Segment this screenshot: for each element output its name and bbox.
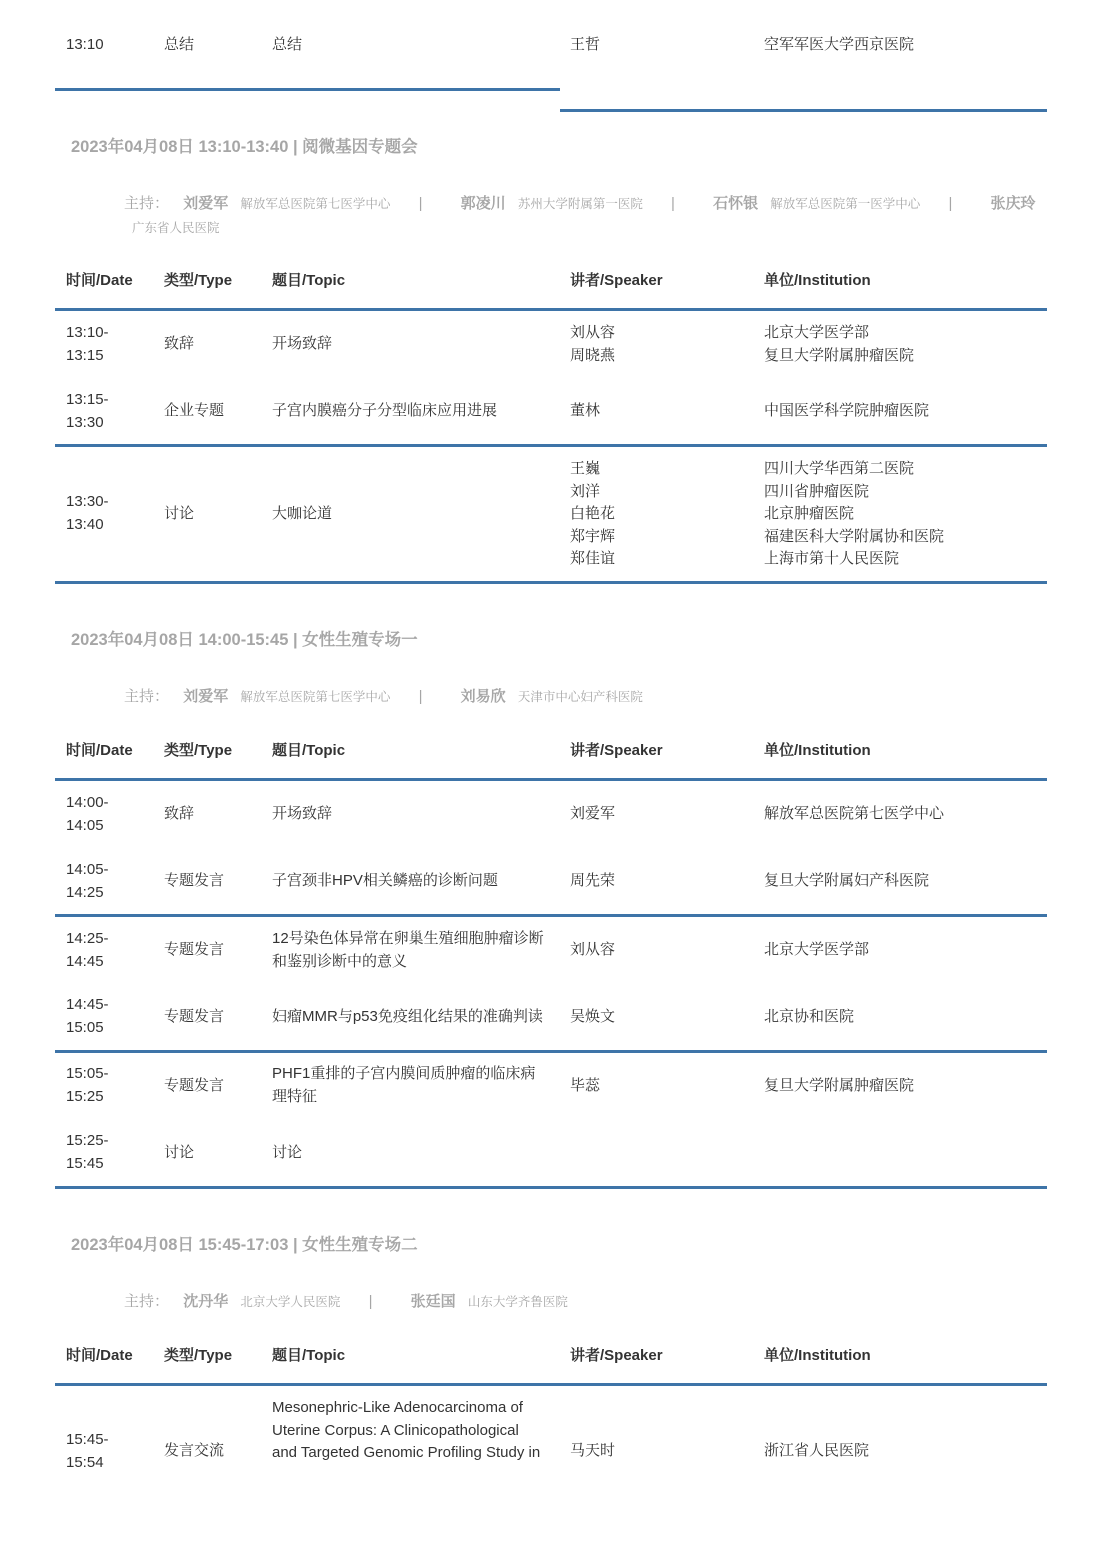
speaker-name: 白艳花 — [570, 505, 616, 522]
host-label: 主持： — [124, 688, 170, 705]
time-end: 15:05 — [66, 1018, 104, 1036]
institution-name: 复旦大学附属肿瘤医院 — [764, 346, 915, 364]
row-divider — [55, 1050, 1047, 1053]
host-separator: | — [948, 195, 953, 212]
row-topic: 开场致辞 — [272, 335, 333, 352]
row-institutions — [764, 1075, 1064, 1098]
time-start: 14:05- — [66, 861, 109, 878]
institution-name: 上海市第十人民医院 — [764, 550, 900, 567]
row-speakers — [570, 322, 750, 367]
topic-line: and Targeted Genomic Profiling Study in — [272, 1444, 541, 1461]
prev-row-institution: 空军军医大学西京医院 — [764, 36, 915, 53]
header-topic: 题目/Topic — [272, 1347, 346, 1364]
host-name: 刘爱军 — [183, 195, 229, 212]
host-name: 张庆玲 — [990, 195, 1036, 212]
row-institutions — [764, 1440, 1064, 1463]
row-type: 致辞 — [164, 335, 195, 352]
session-end-divider — [55, 1186, 1047, 1189]
host-separator: | — [418, 688, 423, 705]
prev-row-time: 13:10 — [66, 36, 104, 53]
row-divider — [55, 444, 1047, 447]
row-divider — [560, 109, 1047, 112]
prev-row-speaker: 王哲 — [570, 36, 601, 53]
time-start: 15:05- — [66, 1065, 109, 1082]
host-institution: 山东大学齐鲁医院 — [467, 1295, 568, 1309]
header-topic: 题目/Topic — [272, 742, 346, 759]
row-type: 专题发言 — [164, 872, 225, 889]
row-topic — [272, 1063, 554, 1108]
host-name: 郭凌川 — [460, 195, 506, 212]
host-label: 主持： — [124, 1293, 170, 1310]
host-institution: 苏州大学附属第一医院 — [517, 197, 643, 211]
institution-name: 解放军总医院第七医学中心 — [764, 805, 945, 822]
row-topic: 大咖论道 — [272, 505, 333, 522]
time-start: 14:00- — [66, 794, 109, 811]
host-institution: 解放军总医院第一医学中心 — [770, 197, 921, 211]
institution-name: 复旦大学附属妇产科医院 — [764, 872, 930, 889]
host-institution: 解放军总医院第七医学中心 — [240, 197, 391, 211]
time-end: 13:15 — [66, 346, 104, 364]
header-type: 类型/Type — [164, 272, 233, 289]
session-hosts — [124, 685, 1036, 709]
row-speakers — [570, 400, 750, 423]
session-title: 2023年04月08日 15:45-17:03 | 女性生殖专场二 — [71, 1236, 418, 1254]
row-topic: 开场致辞 — [272, 805, 333, 822]
row-type: 专题发言 — [164, 1077, 225, 1094]
row-time — [66, 1063, 156, 1108]
time-end: 15:54 — [66, 1453, 104, 1471]
row-type: 讨论 — [164, 505, 195, 522]
row-speakers — [570, 1440, 750, 1463]
row-time — [66, 928, 156, 973]
time-start: 15:45- — [66, 1431, 109, 1448]
row-time — [66, 859, 156, 904]
time-end: 14:45 — [66, 952, 104, 970]
institution-name: 浙江省人民医院 — [764, 1442, 870, 1459]
row-topic: 子宫颈非HPV相关鳞癌的诊断问题 — [272, 872, 498, 889]
speaker-name: 周晓燕 — [570, 346, 616, 364]
row-institutions — [764, 458, 1064, 571]
host-name: 沈丹华 — [183, 1293, 229, 1310]
topic-line: 理特征 — [272, 1087, 318, 1105]
topic-line: 和鉴别诊断中的意义 — [272, 952, 408, 970]
row-speakers — [570, 870, 750, 893]
row-type: 企业专题 — [164, 402, 225, 419]
host-institution: 广东省人民医院 — [132, 221, 220, 235]
row-time — [66, 792, 156, 837]
topic-line: Uterine Corpus: A Clinicopathological — [272, 1421, 519, 1439]
host-institution: 解放军总医院第七医学中心 — [240, 690, 391, 704]
row-speakers — [570, 939, 750, 962]
session-title: 2023年04月08日 14:00-15:45 | 女性生殖专场一 — [71, 631, 418, 649]
speaker-name: 刘从容 — [570, 941, 616, 958]
speaker-name: 马天时 — [570, 1442, 616, 1459]
session-hosts — [124, 1290, 1036, 1314]
host-separator: | — [418, 195, 423, 212]
header-speaker: 讲者/Speaker — [570, 272, 663, 289]
header-time: 时间/Date — [66, 1347, 133, 1364]
speaker-name: 王巍 — [570, 460, 601, 477]
row-institutions — [764, 400, 1064, 423]
row-speakers — [570, 1006, 750, 1029]
row-type: 讨论 — [164, 1144, 195, 1161]
host-name: 刘易欣 — [460, 688, 506, 705]
row-time — [66, 322, 156, 367]
header-type: 类型/Type — [164, 742, 233, 759]
row-time — [66, 1429, 156, 1474]
institution-name: 福建医科大学附属协和医院 — [764, 527, 945, 545]
institution-name: 北京协和医院 — [764, 1008, 855, 1025]
time-start: 15:25- — [66, 1132, 109, 1149]
institution-name: 北京肿瘤医院 — [764, 505, 855, 522]
row-time — [66, 1130, 156, 1175]
host-name: 刘爱军 — [183, 688, 229, 705]
institution-name: 四川省肿瘤医院 — [764, 482, 870, 500]
time-end: 13:40 — [66, 515, 104, 533]
speaker-name: 毕蕊 — [570, 1077, 601, 1094]
row-institutions — [764, 1006, 1064, 1029]
row-time — [66, 994, 156, 1039]
time-start: 13:10- — [66, 324, 109, 341]
prev-row-topic: 总结 — [272, 36, 303, 53]
topic-line: PHF1重排的子宫内膜间质肿瘤的临床病 — [272, 1065, 536, 1082]
session-hosts — [124, 192, 1036, 240]
prev-row-type: 总结 — [164, 36, 195, 53]
row-type: 专题发言 — [164, 1008, 225, 1025]
row-topic — [272, 1397, 562, 1465]
row-type: 发言交流 — [164, 1442, 225, 1459]
row-topic — [272, 928, 554, 973]
institution-name: 北京大学医学部 — [764, 941, 870, 958]
header-institution: 单位/Institution — [764, 272, 871, 289]
speaker-name: 周先荣 — [570, 872, 616, 889]
row-speakers — [570, 458, 750, 571]
row-speakers — [570, 1075, 750, 1098]
header-speaker: 讲者/Speaker — [570, 1347, 663, 1364]
header-speaker: 讲者/Speaker — [570, 742, 663, 759]
header-type: 类型/Type — [164, 1347, 233, 1364]
header-divider — [55, 778, 1047, 781]
institution-name: 中国医学科学院肿瘤医院 — [764, 402, 930, 419]
host-separator: | — [671, 195, 675, 212]
institution-name: 北京大学医学部 — [764, 324, 870, 341]
row-institutions — [764, 803, 1064, 826]
header-institution: 单位/Institution — [764, 742, 871, 759]
session-end-divider — [55, 581, 1047, 584]
time-start: 14:25- — [66, 930, 109, 947]
header-topic: 题目/Topic — [272, 272, 346, 289]
speaker-name: 刘洋 — [570, 482, 601, 500]
speaker-name: 郑佳谊 — [570, 550, 616, 567]
row-institutions — [764, 870, 1064, 893]
row-institutions — [764, 322, 1064, 367]
row-speakers — [570, 803, 750, 826]
host-institution: 北京大学人民医院 — [240, 1295, 341, 1309]
row-type: 致辞 — [164, 805, 195, 822]
host-label: 主持： — [124, 195, 170, 212]
row-type: 专题发言 — [164, 941, 225, 958]
row-topic: 妇瘤MMR与p53免疫组化结果的准确判读 — [272, 1008, 543, 1025]
time-end: 14:05 — [66, 816, 104, 834]
row-divider — [55, 88, 560, 91]
institution-name: 复旦大学附属肿瘤医院 — [764, 1077, 915, 1094]
header-divider — [55, 1383, 1047, 1386]
row-topic: 子宫内膜癌分子分型临床应用进展 — [272, 402, 498, 419]
topic-line: Mesonephric-Like Adenocarcinoma of — [272, 1399, 523, 1416]
header-divider — [55, 308, 1047, 311]
speaker-name: 董林 — [570, 402, 601, 419]
row-time — [66, 491, 156, 536]
topic-line: 12号染色体异常在卵巢生殖细胞肿瘤诊断 — [272, 930, 544, 947]
host-name: 石怀银 — [713, 195, 759, 212]
session-title: 2023年04月08日 13:10-13:40 | 阅微基因专题会 — [71, 138, 418, 156]
header-time: 时间/Date — [66, 272, 133, 289]
host-institution: 天津市中心妇产科医院 — [517, 690, 643, 704]
time-start: 13:30- — [66, 493, 109, 510]
time-start: 13:15- — [66, 391, 109, 408]
speaker-name: 吴焕文 — [570, 1008, 616, 1025]
time-end: 14:25 — [66, 883, 104, 901]
row-divider — [55, 914, 1047, 917]
time-start: 14:45- — [66, 996, 109, 1013]
time-end: 13:30 — [66, 413, 104, 431]
institution-name: 四川大学华西第二医院 — [764, 460, 915, 477]
header-institution: 单位/Institution — [764, 1347, 871, 1364]
time-end: 15:25 — [66, 1087, 104, 1105]
row-institutions — [764, 939, 1064, 962]
host-separator: | — [368, 1293, 373, 1310]
row-topic: 讨论 — [272, 1144, 303, 1161]
row-time — [66, 389, 156, 434]
header-time: 时间/Date — [66, 742, 133, 759]
host-name: 张廷国 — [410, 1293, 456, 1310]
speaker-name: 郑宇辉 — [570, 527, 616, 545]
time-end: 15:45 — [66, 1154, 104, 1172]
speaker-name: 刘从容 — [570, 324, 616, 341]
speaker-name: 刘爱军 — [570, 805, 616, 822]
